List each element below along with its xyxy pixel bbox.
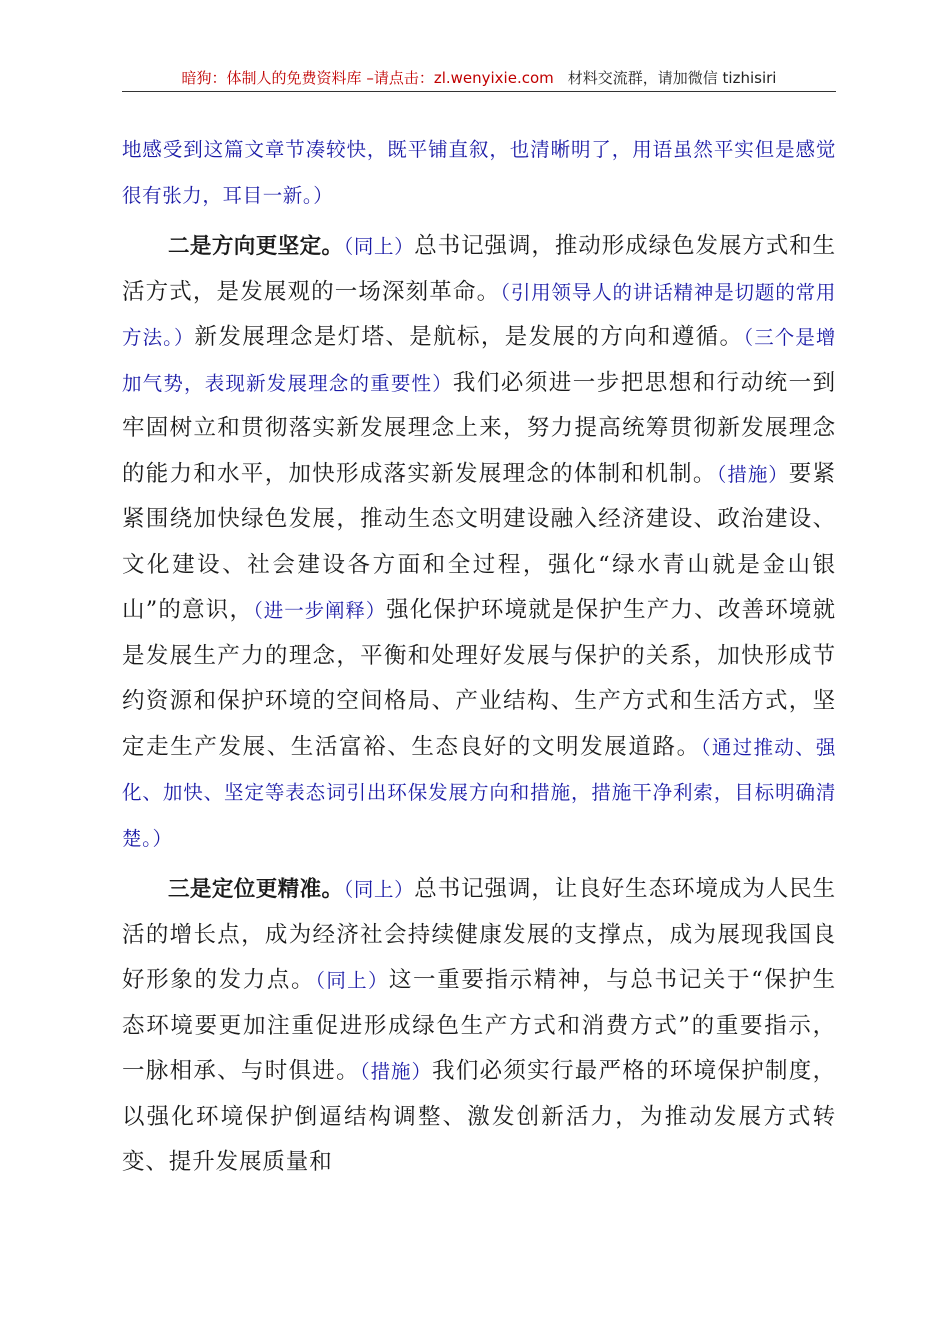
annotation: （通过推动、强化、加快、坚定等表态词引出环保发展方向和措施，措施干净利索，目标明确清楚。） xyxy=(122,735,837,850)
body-text: 我们必须进一步把思想和行动统一到牢固树立和贯彻落实新发展理念上来，努力提高统筹贯彻新发展理念的能力和水平，加快形成落实新发展理念的体制和机制。 xyxy=(122,369,836,487)
annotation: （引用领导人的讲话精神是切题的常用方法。） xyxy=(122,280,837,349)
body-text: 新发展理念是灯塔、是航标，是发展的方向和遵循。 xyxy=(194,324,744,350)
paragraph-positioning xyxy=(122,867,836,1186)
annotation: （措施） xyxy=(716,462,789,486)
body-text: 这一重要指示精神，与总书记关于“保护生态环境要更加注重促进形成绿色生产方式和消费方式”的重要指示，一脉相承、与时俱进。 xyxy=(122,967,836,1084)
body-text: 要紧紧围绕加快绿色发展，推动生态文明建设融入经济建设、政治建设、文化建设、社会建设各方面和全过程，强化“绿水青山就是金山银山”的意识， xyxy=(122,460,836,623)
body-text: 总书记强调，让良好生态环境成为人民生活的增长点，成为经济社会持续健康发展的支撑点，成为展现我国良好形象的发力点。 xyxy=(122,876,837,993)
annotation: （同上） xyxy=(343,235,415,258)
header-contact: 材料交流群，请加微信 tizhisiri xyxy=(567,69,777,87)
annotation: （三个是增加气势，表现新发展理念的重要性） xyxy=(122,326,836,395)
paragraph-direction xyxy=(122,224,836,861)
document-body xyxy=(122,127,836,1192)
body-text: 强化保护环境就是保护生产力、改善环境就是发展生产力的理念，平衡和处理好发展与保护的关系，加快形成节约资源和保护环境的空间格局、产业结构、生产方式和生活方式，坚定走生产发展、生活富裕、生态良好的文明发展道路。 xyxy=(122,597,837,760)
section-heading-positioning: 三是定位更精准。 xyxy=(168,877,344,902)
annotation: （同上） xyxy=(315,969,389,992)
page-header xyxy=(122,64,836,92)
annotation: （进一步阐释） xyxy=(253,599,387,622)
annotation: 地感受到这篇文章节凑较快，既平铺直叙，也清晰明了，用语虽然平实但是感觉很有张力，耳目一新。） xyxy=(122,138,836,207)
header-site-link[interactable]: 暗狗：体制人的免费资料库 –请点击：zl.wenyixie.com xyxy=(181,69,554,87)
section-heading-direction: 二是方向更坚定。 xyxy=(168,234,344,259)
body-text: 总书记强调，推动形成绿色发展方式和生活方式，是发展观的一场深刻革命。 xyxy=(122,233,837,305)
paragraph-continuation xyxy=(122,127,836,218)
annotation: （措施） xyxy=(359,1060,433,1083)
annotation: （同上） xyxy=(343,878,415,901)
body-text: 我们必须实行最严格的环境保护制度，以强化环境保护倒逼结构调整、激发创新活力，为推动发展方式转变、提升发展质量和 xyxy=(122,1058,836,1175)
